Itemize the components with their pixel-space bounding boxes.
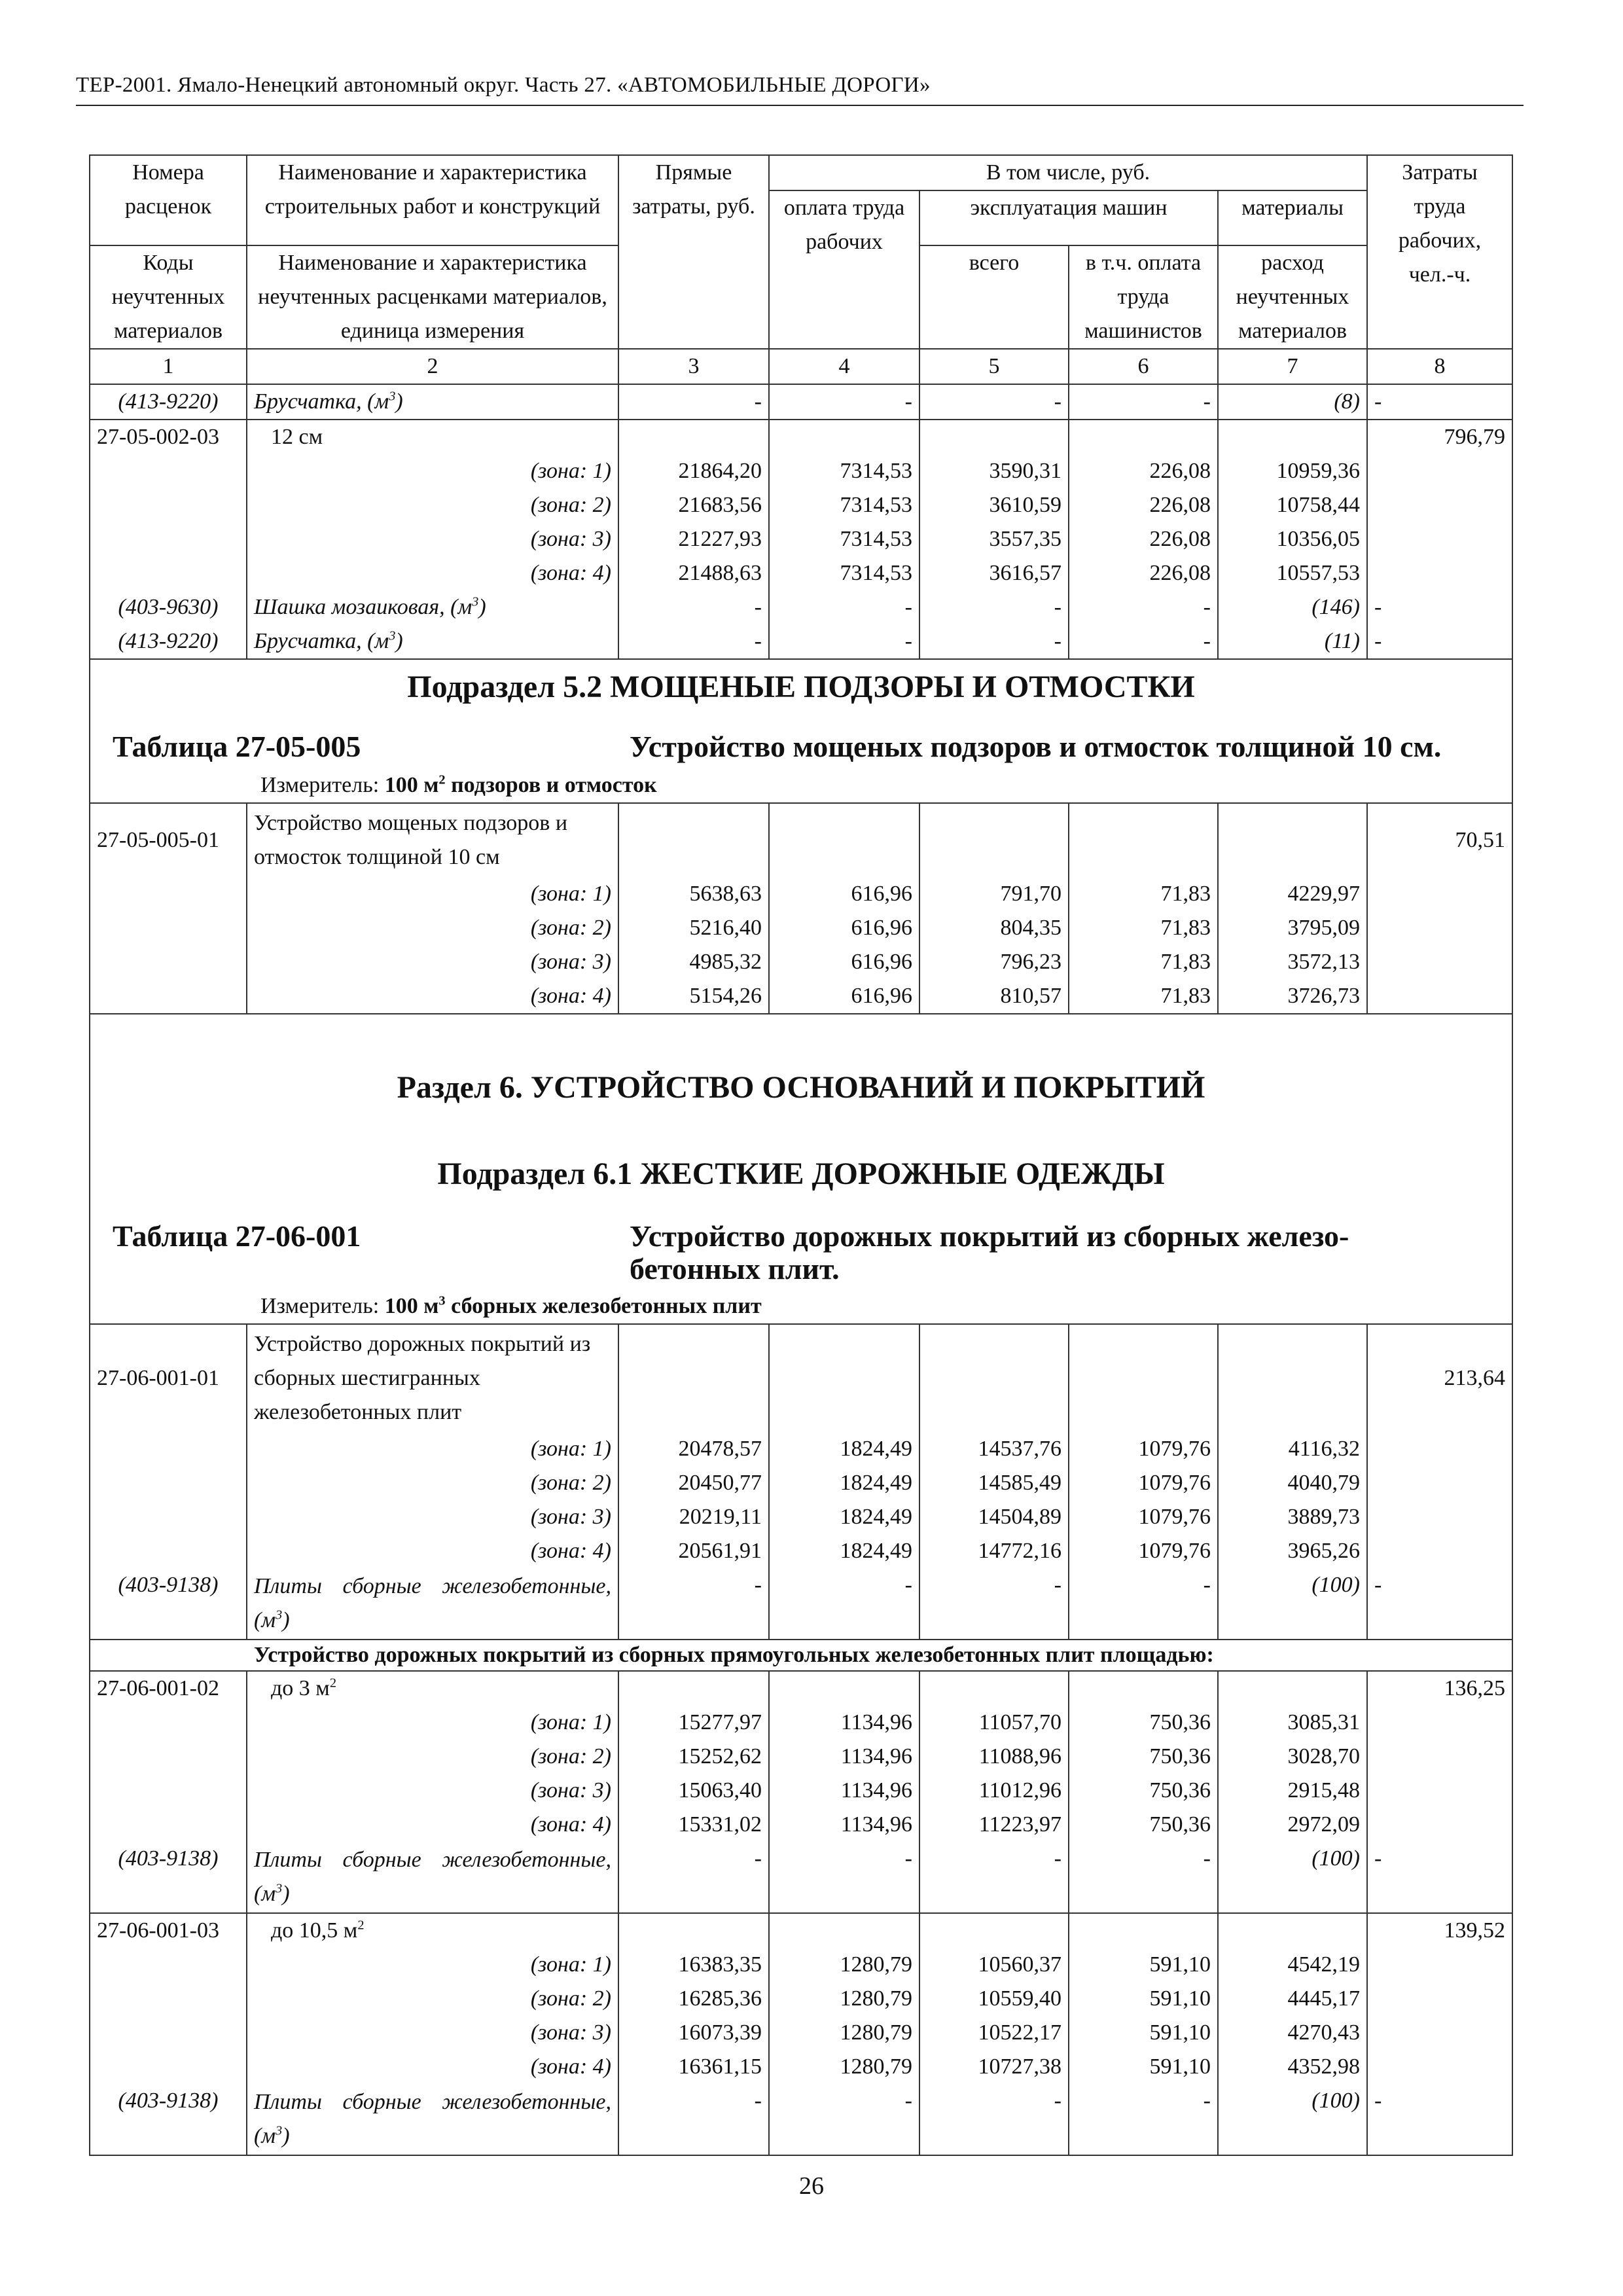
header-work-name: Наименование и характеристика строительных работ и конструкций (247, 155, 618, 245)
labor-value: 70,51 (1367, 803, 1512, 877)
dash: - (1367, 1842, 1512, 1913)
header-machine-operators: в т.ч. оплата труда машинистов (1069, 245, 1218, 349)
rate-row (90, 1324, 1512, 1432)
dash: - (769, 1568, 919, 1640)
direct-cost: 21683,56 (618, 488, 769, 522)
wages: 1134,96 (769, 1706, 919, 1740)
unit-line: Измеритель: 100 $м^2$ подзоров и отмосток (260, 772, 657, 797)
header-including: В том числе, руб. (769, 155, 1367, 190)
dash: - (919, 590, 1069, 624)
direct-cost: 20478,57 (618, 1432, 769, 1466)
zone-label: (зона: 1) (247, 454, 618, 488)
operators-wages: 1079,76 (1069, 1534, 1218, 1568)
direct-cost: 15331,02 (618, 1808, 769, 1842)
machines-total: 10560,37 (919, 1948, 1069, 1982)
dash: - (919, 384, 1069, 420)
material-quantity: (100) (1218, 2084, 1367, 2155)
machines-total: 14537,76 (919, 1432, 1069, 1466)
dash: - (1367, 590, 1512, 624)
group-label-block (90, 1640, 1512, 1671)
material-row (90, 624, 1512, 659)
header-rule (76, 105, 1524, 106)
header-materials: материалы (1218, 190, 1367, 245)
materials-cost: 2972,09 (1218, 1808, 1367, 1842)
materials-cost: 10959,36 (1218, 454, 1367, 488)
materials-cost: 10356,05 (1218, 522, 1367, 556)
wages: 1134,96 (769, 1808, 919, 1842)
dash: - (618, 624, 769, 659)
operators-wages: 750,36 (1069, 1740, 1218, 1774)
rate-row (90, 1671, 1512, 1706)
column-number: 8 (1367, 349, 1512, 384)
direct-cost: 16361,15 (618, 2050, 769, 2084)
wages: 616,96 (769, 877, 919, 911)
column-number: 3 (618, 349, 769, 384)
zone-row (90, 1948, 1512, 1982)
machines-total: 796,23 (919, 945, 1069, 979)
page-header: ТЕР-2001. Ямало-Ненецкий автономный округ. Часть 27. «АВТОМОБИЛЬНЫЕ ДОРОГИ» (76, 73, 931, 97)
header-machines-total: всего (919, 245, 1069, 349)
material-name: Плиты сборные железобетонные, $(м^3)$ (247, 1568, 618, 1640)
materials-cost: 3795,09 (1218, 911, 1367, 945)
wages: 1134,96 (769, 1774, 919, 1808)
column-number: 5 (919, 349, 1069, 384)
material-name: Шашка мозаиковая, $(м^3)$ (247, 590, 618, 624)
rate-row (90, 1913, 1512, 1948)
wages: 7314,53 (769, 488, 919, 522)
wages: 616,96 (769, 911, 919, 945)
labor-value: 139,52 (1367, 1913, 1512, 1948)
material-code: (403-9138) (90, 1842, 247, 1913)
material-row (90, 1568, 1512, 1640)
dash: - (618, 384, 769, 420)
page-number: 26 (799, 2172, 824, 2200)
rate-name: до 10,5 $м^2$ (247, 1913, 618, 1948)
zone-row (90, 488, 1512, 522)
zone-label: (зона: 2) (247, 911, 618, 945)
dash: - (1069, 2084, 1218, 2155)
dash: - (1069, 1842, 1218, 1913)
wages: 616,96 (769, 945, 919, 979)
block-27-06-001-01 (90, 1324, 1512, 1640)
table-header (90, 155, 1512, 384)
rate-code: 27-06-001-02 (90, 1671, 247, 1706)
dash: - (618, 1842, 769, 1913)
header-wages: оплата труда рабочих (769, 190, 919, 349)
zone-label: (зона: 3) (247, 1774, 618, 1808)
dash: - (769, 2084, 919, 2155)
material-row (90, 1842, 1512, 1913)
machines-total: 3610,59 (919, 488, 1069, 522)
material-code: (403-9138) (90, 1568, 247, 1640)
section-title: Раздел 6. УСТРОЙСТВО ОСНОВАНИЙ И ПОКРЫТИЙ (397, 1070, 1205, 1105)
rates-table (89, 154, 1513, 2156)
machines-total: 11088,96 (919, 1740, 1069, 1774)
wages: 7314,53 (769, 522, 919, 556)
materials-cost: 3889,73 (1218, 1500, 1367, 1534)
machines-total: 3590,31 (919, 454, 1069, 488)
table-title: Устройство дорожных покрытий из сборных железо- бетонных плит. (630, 1219, 1349, 1285)
machines-total: 11012,96 (919, 1774, 1069, 1808)
direct-cost: 21227,93 (618, 522, 769, 556)
materials-cost: 4229,97 (1218, 877, 1367, 911)
table-number: Таблица 27-06-001 (113, 1219, 361, 1253)
material-code: (403-9138) (90, 2084, 247, 2155)
dash: - (769, 384, 919, 420)
machines-total: 14585,49 (919, 1466, 1069, 1500)
materials-cost: 4270,43 (1218, 2016, 1367, 2050)
block-27-06-001-02 (90, 1671, 1512, 1913)
machines-total: 11223,97 (919, 1808, 1069, 1842)
wages: 1824,49 (769, 1534, 919, 1568)
wages: 1824,49 (769, 1466, 919, 1500)
materials-cost: 4542,19 (1218, 1948, 1367, 1982)
dash: - (919, 2084, 1069, 2155)
zone-label: (зона: 3) (247, 945, 618, 979)
column-number: 6 (1069, 349, 1218, 384)
zone-label: (зона: 2) (247, 488, 618, 522)
material-name: Плиты сборные железобетонные, $(м^3)$ (247, 1842, 618, 1913)
group-label: Устройство дорожных покрытий из сборных прямоугольных железобетонных плит площадью: (90, 1640, 1512, 1671)
zone-row (90, 1432, 1512, 1466)
operators-wages: 226,08 (1069, 522, 1218, 556)
zone-label: (зона: 4) (247, 556, 618, 590)
zone-row (90, 1774, 1512, 1808)
material-row (90, 2084, 1512, 2155)
table-number: Таблица 27-05-005 (113, 730, 361, 763)
material-row (90, 384, 1512, 420)
operators-wages: 71,83 (1069, 945, 1218, 979)
rate-code: 27-05-002-03 (90, 420, 247, 454)
header-rate-numbers: Номера расценок (90, 155, 247, 245)
zone-row (90, 945, 1512, 979)
labor-value: 796,79 (1367, 420, 1512, 454)
zone-row (90, 1500, 1512, 1534)
material-quantity: (100) (1218, 1842, 1367, 1913)
dash: - (618, 2084, 769, 2155)
table-caption (97, 730, 1505, 763)
operators-wages: 1079,76 (1069, 1500, 1218, 1534)
direct-cost: 20219,11 (618, 1500, 769, 1534)
materials-cost: 3965,26 (1218, 1534, 1367, 1568)
direct-cost: 20450,77 (618, 1466, 769, 1500)
machines-total: 14772,16 (919, 1534, 1069, 1568)
rate-row (90, 420, 1512, 454)
rate-code: 27-05-005-01 (90, 803, 247, 877)
operators-wages: 591,10 (1069, 1982, 1218, 2016)
materials-cost: 4040,79 (1218, 1466, 1367, 1500)
materials-cost: 3572,13 (1218, 945, 1367, 979)
dash: - (769, 1842, 919, 1913)
machines-total: 3557,35 (919, 522, 1069, 556)
operators-wages: 226,08 (1069, 556, 1218, 590)
material-quantity: (146) (1218, 590, 1367, 624)
dash: - (1367, 2084, 1512, 2155)
dash: - (919, 1842, 1069, 1913)
zone-row (90, 2050, 1512, 2084)
materials-cost: 10758,44 (1218, 488, 1367, 522)
header-labor: Затраты труда рабочих, чел.-ч. (1367, 155, 1512, 349)
column-number: 2 (247, 349, 618, 384)
direct-cost: 5638,63 (618, 877, 769, 911)
direct-cost: 5216,40 (618, 911, 769, 945)
zone-label: (зона: 4) (247, 979, 618, 1014)
zone-row (90, 1982, 1512, 2016)
wages: 7314,53 (769, 556, 919, 590)
subsection-title: Подраздел 5.2 МОЩЕНЫЕ ПОДЗОРЫ И ОТМОСТКИ (407, 670, 1195, 704)
material-code: (413-9220) (90, 624, 247, 659)
materials-cost: 4445,17 (1218, 1982, 1367, 2016)
header-material-names: Наименование и характеристика неучтенных расценками материалов, единица измерения (247, 245, 618, 349)
operators-wages: 1079,76 (1069, 1466, 1218, 1500)
labor-value: 136,25 (1367, 1671, 1512, 1706)
direct-cost: 15063,40 (618, 1774, 769, 1808)
machines-total: 791,70 (919, 877, 1069, 911)
zone-label: (зона: 2) (247, 1466, 618, 1500)
column-numbers-row (90, 349, 1512, 384)
zone-row (90, 522, 1512, 556)
operators-wages: 71,83 (1069, 979, 1218, 1014)
wages: 616,96 (769, 979, 919, 1014)
operators-wages: 71,83 (1069, 877, 1218, 911)
direct-cost: 5154,26 (618, 979, 769, 1014)
zone-row (90, 454, 1512, 488)
header-direct-costs: Прямые затраты, руб. (618, 155, 769, 349)
zone-row (90, 1466, 1512, 1500)
wages: 1824,49 (769, 1432, 919, 1466)
subsection-title: Подраздел 6.1 ЖЕСТКИЕ ДОРОЖНЫЕ ОДЕЖДЫ (437, 1157, 1165, 1191)
direct-cost: 20561,91 (618, 1534, 769, 1568)
material-code: (403-9630) (90, 590, 247, 624)
materials-cost: 3085,31 (1218, 1706, 1367, 1740)
machines-total: 10727,38 (919, 2050, 1069, 2084)
machines-total: 14504,89 (919, 1500, 1069, 1534)
wages: 1280,79 (769, 2050, 919, 2084)
machines-total: 804,35 (919, 911, 1069, 945)
zone-row (90, 556, 1512, 590)
operators-wages: 226,08 (1069, 488, 1218, 522)
zone-label: (зона: 3) (247, 1500, 618, 1534)
direct-cost: 16285,36 (618, 1982, 769, 2016)
material-row (90, 590, 1512, 624)
zone-row (90, 911, 1512, 945)
zone-label: (зона: 4) (247, 1808, 618, 1842)
direct-cost: 15277,97 (618, 1706, 769, 1740)
zone-row (90, 877, 1512, 911)
zone-label: (зона: 4) (247, 2050, 618, 2084)
zone-label: (зона: 2) (247, 1740, 618, 1774)
zone-label: (зона: 2) (247, 1982, 618, 2016)
materials-cost: 10557,53 (1218, 556, 1367, 590)
unit-line: Измеритель: 100 $м^3$ сборных железобетонных плит (260, 1293, 762, 1318)
zone-row (90, 1706, 1512, 1740)
direct-cost: 4985,32 (618, 945, 769, 979)
zone-label: (зона: 4) (247, 1534, 618, 1568)
operators-wages: 591,10 (1069, 1948, 1218, 1982)
rate-name: Устройство дорожных покрытий из сборных шестигранных железобетонных плит (247, 1324, 618, 1432)
operators-wages: 750,36 (1069, 1774, 1218, 1808)
dash: - (769, 624, 919, 659)
material-quantity: (8) (1218, 384, 1367, 420)
dash: - (618, 1568, 769, 1640)
subsection-5-2 (90, 659, 1512, 803)
dash: - (618, 590, 769, 624)
operators-wages: 750,36 (1069, 1706, 1218, 1740)
materials-cost: 2915,48 (1218, 1774, 1367, 1808)
wages: 1280,79 (769, 2016, 919, 2050)
zone-label: (зона: 3) (247, 2016, 618, 2050)
rate-name: 12 см (247, 420, 618, 454)
materials-cost: 3726,73 (1218, 979, 1367, 1014)
zone-label: (зона: 1) (247, 1706, 618, 1740)
material-name: Брусчатка, $(м^3)$ (247, 384, 618, 420)
labor-value: 213,64 (1367, 1324, 1512, 1432)
block-27-05-005 (90, 803, 1512, 1014)
materials-cost: 3028,70 (1218, 1740, 1367, 1774)
header-machines: эксплуатация машин (919, 190, 1218, 245)
direct-cost: 21488,63 (618, 556, 769, 590)
column-number: 1 (90, 349, 247, 384)
machines-total: 10522,17 (919, 2016, 1069, 2050)
materials-cost: 4352,98 (1218, 2050, 1367, 2084)
block-27-05-002 (90, 384, 1512, 659)
machines-total: 810,57 (919, 979, 1069, 1014)
machines-total: 3616,57 (919, 556, 1069, 590)
direct-cost: 21864,20 (618, 454, 769, 488)
operators-wages: 591,10 (1069, 2050, 1218, 2084)
material-code: (413-9220) (90, 384, 247, 420)
wages: 1134,96 (769, 1740, 919, 1774)
direct-cost: 16383,35 (618, 1948, 769, 1982)
dash: - (919, 624, 1069, 659)
material-quantity: (11) (1218, 624, 1367, 659)
zone-row (90, 1808, 1512, 1842)
header-material-consumption: расход неучтенных материалов (1218, 245, 1367, 349)
operators-wages: 1079,76 (1069, 1432, 1218, 1466)
rate-row (90, 803, 1512, 877)
zone-row (90, 979, 1512, 1014)
operators-wages: 71,83 (1069, 911, 1218, 945)
table-caption (97, 1220, 1505, 1285)
wages: 1824,49 (769, 1500, 919, 1534)
dash: - (1069, 624, 1218, 659)
header-material-codes: Коды неучтенных материалов (90, 245, 247, 349)
dash: - (1069, 590, 1218, 624)
rate-name: Устройство мощеных подзоров и отмосток толщиной 10 см (247, 803, 618, 877)
zone-label: (зона: 1) (247, 1432, 618, 1466)
direct-cost: 15252,62 (618, 1740, 769, 1774)
machines-total: 11057,70 (919, 1706, 1069, 1740)
dash: - (769, 590, 919, 624)
rate-code: 27-06-001-03 (90, 1913, 247, 1948)
wages: 7314,53 (769, 454, 919, 488)
zone-row (90, 2016, 1512, 2050)
rate-name: до 3 $м^2$ (247, 1671, 618, 1706)
table-title: Устройство мощеных подзоров и отмосток толщиной 10 см. (630, 730, 1442, 763)
dash: - (1367, 1568, 1512, 1640)
zone-label: (зона: 1) (247, 877, 618, 911)
material-quantity: (100) (1218, 1568, 1367, 1640)
wages: 1280,79 (769, 1982, 919, 2016)
material-name: Брусчатка, $(м^3)$ (247, 624, 618, 659)
block-27-06-001-03 (90, 1913, 1512, 2155)
dash: - (1367, 624, 1512, 659)
dash: - (919, 1568, 1069, 1640)
zone-row (90, 1534, 1512, 1568)
column-number: 7 (1218, 349, 1367, 384)
section-6 (90, 1014, 1512, 1324)
material-name: Плиты сборные железобетонные, $(м^3)$ (247, 2084, 618, 2155)
dash: - (1069, 1568, 1218, 1640)
zone-row (90, 1740, 1512, 1774)
dash: - (1069, 384, 1218, 420)
rate-code: 27-06-001-01 (90, 1324, 247, 1432)
materials-cost: 4116,32 (1218, 1432, 1367, 1466)
zone-label: (зона: 1) (247, 1948, 618, 1982)
dash: - (1367, 384, 1512, 420)
direct-cost: 16073,39 (618, 2016, 769, 2050)
column-number: 4 (769, 349, 919, 384)
wages: 1280,79 (769, 1948, 919, 1982)
operators-wages: 591,10 (1069, 2016, 1218, 2050)
machines-total: 10559,40 (919, 1982, 1069, 2016)
zone-label: (зона: 3) (247, 522, 618, 556)
operators-wages: 750,36 (1069, 1808, 1218, 1842)
operators-wages: 226,08 (1069, 454, 1218, 488)
